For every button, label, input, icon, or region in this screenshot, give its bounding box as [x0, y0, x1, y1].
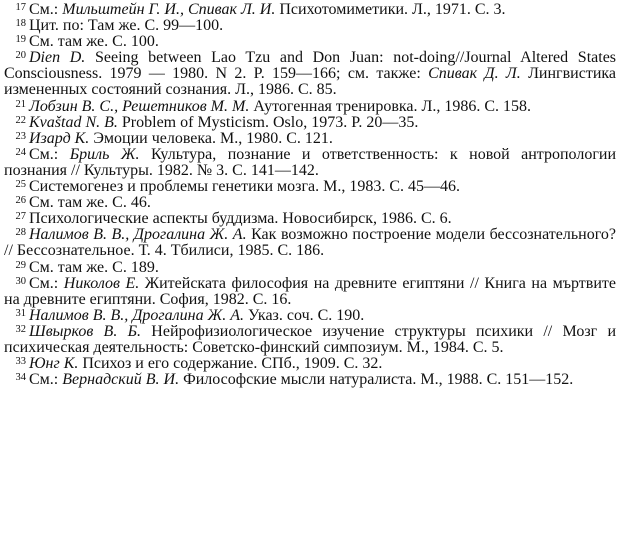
- footnote-author: Вернадский В. И.: [62, 371, 180, 389]
- footnote-author: Лобзин В. С., Решетников М. М.: [29, 97, 250, 115]
- footnote-author: Изард К.: [29, 129, 90, 147]
- footnote-author: Бриль Ж.: [69, 145, 140, 163]
- footnote-32: 32 Швырков В. Б. Нейрофизиологическое изучение структуры психики // Мозг и психическая деятельность: Советско-финский симпозиум. М., 1984. С. 5.: [4, 322, 617, 356]
- footnote-author: Kvaštad N. B.: [29, 113, 118, 131]
- footnote-author: Налимов В. В., Дрогалина Ж. А.: [29, 306, 244, 324]
- footnote-20: 20 Dien D. Seeing between Lao Tzu and Don Juan: not-doing//Journal Altered States Consciousness. 1979 — 1980. N 2. P. 159—166; см. также: Спивак Д. Л. Лингвистика измененных состояний сознания. Л., 1986. С. 85.: [4, 49, 617, 99]
- footnote-29: 29 См. там же. С. 189.: [15, 258, 159, 276]
- footnote-lead: См.:: [29, 145, 59, 163]
- footnote-text: Как возможно построение модели бессознательного? // Бессознательное. Т. 4. Тбилиси, 1985. С. 186.: [4, 226, 617, 260]
- footnote-text: Психологические аспекты буддизма. Новосибирск, 1986. С. 6.: [29, 210, 452, 228]
- footnote-text: Указ. соч. С. 190.: [248, 306, 365, 324]
- footnote-author: Николов Е.: [63, 274, 140, 292]
- footnote-31: 31 Налимов В. В., Дрогалина Ж. А. Указ. соч. С. 190.: [15, 306, 365, 324]
- footnote-19: 19 См. там же. С. 100.: [15, 33, 159, 51]
- footnote-23: 23 Изард К. Эмоции человека. М., 1980. С. 121.: [15, 129, 333, 147]
- footnote-author: Налимов В. В., Дрогалина Ж. А.: [29, 226, 247, 244]
- footnote-author: Мильштейн Г. И., Спивак Л. И.: [62, 1, 276, 18]
- footnote-lead: См.:: [29, 1, 59, 18]
- footnote-25: 25 Системогенез и проблемы генетики мозга. М., 1983. С. 45—46.: [15, 178, 461, 196]
- footnote-text: Психоз и его содержание. СПб., 1909. С. 32.: [82, 355, 383, 373]
- footnote-text: Аутогенная тренировка. Л., 1986. С. 158.: [253, 97, 532, 115]
- footnote-author-2: Спивак Д. Л.: [428, 65, 521, 83]
- footnote-lead: См.:: [29, 274, 59, 292]
- footnote-30: 30 См.: Николов Е. Житейската философия на древните египтяни // Книга на мъртвите на древните египтяни. София, 1982. С. 16.: [4, 274, 617, 308]
- footnote-text-2: Лингвистика измененных состояний сознания. Л., 1986. С. 85.: [4, 65, 617, 99]
- footnote-27: 27 Психологические аспекты буддизма. Новосибирск, 1986. С. 6.: [15, 210, 452, 228]
- footnote-text: Seeing between Lao Tzu and Don Juan: not-doing//Journal Altered States Consciousness. 1979 — 1980. N 2. P. 159—166; см. также:: [4, 49, 617, 83]
- footnote-22: 22 Kvaštad N. B. Problem of Mysticism. Oslo, 1973. P. 20—35.: [15, 113, 419, 131]
- footnote-text: Эмоции человека. М., 1980. С. 121.: [93, 129, 333, 147]
- footnote-24: 24 См.: Бриль Ж. Культура, познание и ответственность: к новой антропологии познания // Культуры. 1982. № 3. С. 141—142.: [4, 145, 617, 179]
- footnote-21: 21 Лобзин В. С., Решетников М. М. Аутогенная тренировка. Л., 1986. С. 158.: [15, 97, 532, 115]
- footnote-text: Философские мысли натуралиста. М., 1988. С. 151—152.: [183, 371, 574, 389]
- footnote-26: 26 См. там же. С. 46.: [15, 194, 151, 212]
- footnote-33: 33 Юнг К. Психоз и его содержание. СПб., 1909. С. 32.: [15, 355, 383, 373]
- footnote-lead: См.:: [29, 371, 59, 389]
- footnote-text: Житейската философия на древните египтяни // Книга на мъртвите на древните египтяни. София, 1982. С. 16.: [4, 274, 617, 308]
- footnote-18: 18 Цит. по: Там же. С. 99—100.: [15, 17, 224, 35]
- footnote-author: Dien D.: [29, 49, 86, 67]
- footnote-author: Юнг К.: [29, 355, 79, 373]
- footnote-text: См. там же. С. 100.: [29, 33, 159, 51]
- footnote-17: 17 См.: Мильштейн Г. И., Спивак Л. И. Психотомиметики. Л., 1971. С. 3.: [15, 1, 506, 18]
- footnote-text: См. там же. С. 46.: [29, 194, 151, 212]
- footnote-text: Системогенез и проблемы генетики мозга. М., 1983. С. 45—46.: [29, 178, 461, 196]
- footnote-author: Швырков В. Б.: [29, 322, 142, 340]
- footnote-text: Цит. по: Там же. С. 99—100.: [29, 17, 224, 35]
- footnote-text: См. там же. С. 189.: [29, 258, 159, 276]
- footnote-28: 28 Налимов В. В., Дрогалина Ж. А. Как возможно построение модели бессознательного? // Бессознательное. Т. 4. Тбилиси, 1985. С. 186.: [4, 226, 617, 260]
- footnote-text: Культура, познание и ответственность: к новой антропологии познания // Культуры. 1982. № 3. С. 141—142.: [4, 145, 617, 179]
- footnote-text: Problem of Mysticism. Oslo, 1973. P. 20—35.: [121, 113, 419, 131]
- footnote-text: Психотомиметики. Л., 1971. С. 3.: [279, 1, 506, 18]
- footnote-34: 34 См.: Вернадский В. И. Философские мысли натуралиста. М., 1988. С. 151—152.: [15, 371, 574, 389]
- footnote-text: Нейрофизиологическое изучение структуры психики // Мозг и психическая деятельность: Советско-финский симпозиум. М., 1984. С. 5.: [4, 322, 617, 356]
